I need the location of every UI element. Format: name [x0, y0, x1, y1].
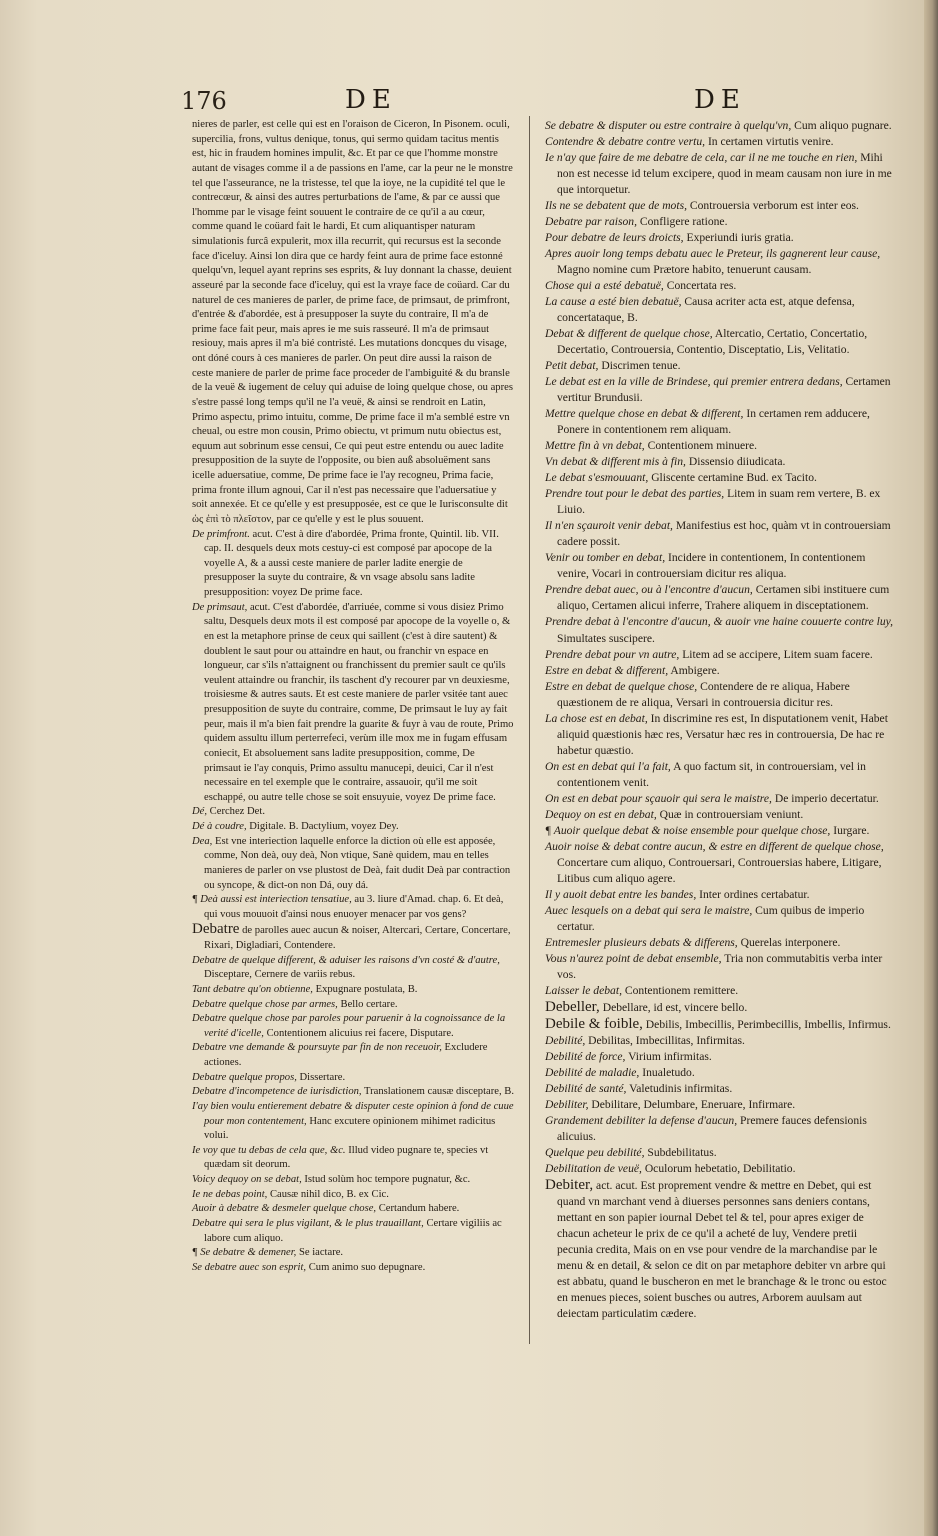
entry-text: Translationem causæ disceptare, B. — [364, 1086, 514, 1098]
dictionary-entry — [192, 1261, 514, 1276]
entry-text: Litem ad se accipere, Litem suam facere. — [682, 647, 873, 661]
dictionary-entry — [545, 807, 895, 823]
entry-text: Mihi non est necesse id telum excipere, quod in meam causam non iure in me que intorquetur. — [557, 151, 892, 197]
entry-text: Certandum habere. — [378, 1203, 460, 1215]
dictionary-entry — [545, 230, 895, 246]
entry-text: In certamen virtutis venire. — [707, 135, 834, 149]
entry-text: Manifestius est hoc, quàm vt in controuersiam cadere possit. — [557, 519, 891, 549]
dictionary-entry — [545, 582, 895, 614]
entry-term: Dea, — [192, 835, 213, 847]
entry-text: Contentionem remittere. — [624, 983, 739, 997]
dictionary-entry — [545, 550, 895, 582]
entry-term: De primsaut, — [192, 601, 248, 613]
entry-text: Iurgare. — [833, 823, 870, 837]
entry-term: Dé, — [192, 806, 208, 818]
entry-term: Auoir à debatre & desmeler quelque chose, — [192, 1203, 377, 1215]
dictionary-entry — [545, 1145, 895, 1161]
dictionary-entry — [545, 1177, 895, 1322]
entry-text: In discrimine res est, In disputationem venit, Habet aliquid quæstionis hæc res, Versatur hæc res in controuersia, De hac re habetur quæstio. — [557, 711, 888, 757]
dictionary-entry — [545, 326, 895, 358]
dictionary-entry — [545, 663, 895, 679]
entry-text: Debilitare, Delumbare, Eneruare, Infirmare. — [591, 1097, 796, 1111]
entry-term: Laisser le debat, — [545, 983, 622, 997]
entry-text: Debilis, Imbecillis, Perimbecillis, Imbellis, Infirmus. — [645, 1017, 891, 1031]
entry-text: Certamen vertitur Brundusii. — [557, 375, 891, 405]
dictionary-entry — [192, 922, 514, 953]
entry-term: La chose est en debat, — [545, 711, 648, 725]
entry-text: Contentionem alicuius rei facere, Disputare. — [266, 1027, 454, 1039]
entry-text: Valetudinis infirmitas. — [629, 1081, 733, 1095]
entry-term: Debatre — [192, 921, 240, 938]
entry-term: Debilitation de veuë, — [545, 1162, 642, 1176]
entry-text: Contentionem minuere. — [647, 439, 758, 453]
entry-term: Voicy dequoy on se debat, — [192, 1174, 302, 1185]
entry-term: Debilité de force, — [545, 1049, 626, 1063]
entry-text: Magno nomine cum Prætore habito, tenuerunt causam. — [557, 263, 812, 277]
dictionary-entry — [545, 374, 895, 406]
entry-text: De imperio decertatur. — [774, 791, 879, 805]
entry-term: Se debatre auec son esprit, — [192, 1261, 307, 1273]
entry-text: au 3. liure d'Amad. chap. 6. Et deà, qui vous mouuoit d'ainsi nous enuoyer menacer par vos gens? — [204, 894, 504, 920]
entry-term: On est en debat pour sçauoir qui sera le maistre, — [545, 791, 772, 805]
entry-term: Apres auoir long temps debatu auec le Preteur, ils gagnerent leur cause, — [545, 247, 881, 261]
entry-term: Debilité de santé, — [545, 1081, 627, 1095]
dictionary-entry — [545, 150, 895, 198]
entry-term: Ils ne se debatent que de mots, — [545, 199, 687, 213]
entry-text: Premere fauces defensionis alicuius. — [557, 1113, 867, 1143]
dictionary-entry — [192, 835, 514, 894]
entry-text: Certamen sibi instituere cum aliquo, Certamen alicui inferre, Trahere aliquem in disceptationem. — [557, 583, 890, 613]
entry-term: Debilité de maladie, — [545, 1065, 640, 1079]
page-edge — [924, 0, 938, 1536]
entry-term: Debeller, — [545, 998, 600, 1015]
running-head-left: DE — [345, 85, 397, 115]
entry-text: Litem in suam rem vertere, B. ex Liuio. — [557, 487, 881, 517]
entry-term: Prendre tout pour le debat des parties, — [545, 487, 725, 501]
entry-text: A quo factum sit, in controuersiam, vel in contentionem venit. — [557, 759, 866, 789]
entry-term: Debatre quelque propos, — [192, 1071, 297, 1083]
dictionary-entry — [545, 246, 895, 278]
entry-text: Causa acriter acta est, atque defensa, concertataque, B. — [557, 295, 855, 325]
entry-term: On est en debat qui l'a fait, — [545, 759, 671, 773]
entry-term: Ie n'ay que faire de me debatre de cela, car il ne me touche en rien, — [545, 151, 858, 165]
entry-text: Inter ordines certabatur. — [699, 887, 810, 901]
entry-term: Le debat s'esmouuant, — [545, 471, 649, 485]
dictionary-entry — [545, 999, 895, 1016]
entry-continuation — [192, 118, 514, 528]
page-number: 176 — [181, 87, 227, 115]
entry-text: Gliscente certamine Bud. ex Tacito. — [651, 471, 817, 485]
entry-text: Quæ in controuersiam veniunt. — [659, 807, 804, 821]
entry-text: Simultates suscipere. — [557, 631, 655, 645]
dictionary-entry — [545, 134, 895, 150]
entry-text: Est vne interiection laquelle enforce la diction où elle est apposée, comme, Non deà, ouy deà, Non vtique, Sanè quidem, mau en telles manieres de parler on vse plustost de Deà, fait dudit Deà par contraction ou syncope, & dict-on non Dá, ouy dá. — [204, 835, 511, 891]
entry-text: Cum animo suo depugnare. — [308, 1261, 426, 1273]
entry-term: Mettre quelque chose en debat & different, — [545, 407, 744, 421]
entry-text: Dissertare. — [299, 1071, 346, 1083]
dictionary-entry — [545, 1033, 895, 1049]
dictionary-entry — [545, 1113, 895, 1145]
dictionary-entry — [192, 983, 514, 998]
entry-text: Controuersia verborum est inter eos. — [689, 199, 859, 213]
dictionary-entry — [545, 951, 895, 983]
dictionary-entry — [545, 518, 895, 550]
running-head-right: DE — [694, 85, 746, 115]
entry-term: Mettre fin à vn debat, — [545, 439, 645, 453]
entry-term: Quelque peu debilité, — [545, 1146, 645, 1159]
entry-text: Ambigere. — [670, 663, 720, 677]
dictionary-entry — [545, 470, 895, 486]
dictionary-entry — [545, 278, 895, 294]
entry-text: Tria non commutabitis verba inter vos. — [557, 951, 883, 981]
entry-term: Debilité, — [545, 1033, 586, 1047]
dictionary-entry — [192, 1202, 514, 1217]
entry-term: ¶ Auoir quelque debat & noise ensemble pour quelque chose, — [545, 823, 831, 837]
dictionary-entry — [545, 614, 895, 646]
entry-term: Debatre quelque chose par armes, — [192, 998, 338, 1010]
entry-term: Prendre debat pour vn autre, — [545, 647, 680, 661]
entry-text: nieres de parler, est celle qui est en l'oraison de Ciceron, In Pisonem. oculi, supercilia, frons, vultus denique, tonus, qui sermo quidam tacitus mentis est, hic in fraudem homines impulit, &c. Et par ce que l'homme monstre autant de visages comme il a de passions en l'ame, car la peur ne le monstre tel que l'asseurance, ne la tristesse, tel que la ioye, ne la cupidité tel que le contrecœur, & ainsi des autres perturbations de l'ame, & par ce aussi que l'homme par le visage feint souuent le contraire de ce qu'il a au cœur, comme quand le coüard fait le hardi, Et cum aliquantisper naturam simulationis furcâ expulerit, mox illa recurrit, qui recursus est la seconde face d'iceluy. Ainsi lon dira que ce hardy feint aura de prime face estonné quelqu'vn, lequel ayant reprins ses esprits, & luy donnant la chasse, deuient asseuré par la seconde face d'iceluy, qui est la vraye face de coüard. Car du naturel de ces manieres de parler, de prime face, de primsaut, de primfront, d'entrée & d'abordée, est à presupposer la suyte du contraire, Il m'a de prime face fait peur, mais apres ie me suis rasseuré. Il m'a de primsaut resiouy, mais apres il m'a bié contristé. Les mutations doncques du visage, ont dóné cours à ces manieres de parler. On peut dire aussi la raison de ceste maniere de parler de prime face proceder de l'ambiguité & du bransle de la veuë & iugement de celuy qui aduise de loing quelque chose, ou apres s'estre passé long temps qu'il ne l'a veuë, & ainsi se rendroit en Latin, Primo aspectu, primo intuitu, comme, De prime face il m'a semblé estre vn cheual, ou estre mon cousin, Primo obiectu, vt primum nutu obiectus est, equum aut sobrinum esse censui, Ce qui peut estre entendu ou auec ladite presupposition de la suyte de l'opposite, ou bien auß absoluëment sans icelle aduersatiue, comme, De prime face ie l'ay recogneu, Prima facie, prima fronte illum agnoui, Car il n'est pas necessaire que l'aduersatiue y soit annexée. Et ce qu'elle y est presupposée, est ce que le Iurisconsulte dit ὡς ἐπὶ τὸ πλεῖστον, par ce qu'elle y est le plus souuent. — [192, 119, 513, 525]
dictionary-entry — [192, 1217, 514, 1246]
entry-term: Debatre de quelque different, & aduiser les raisons d'vn costé & d'autre, — [192, 954, 500, 966]
dictionary-entry — [545, 887, 895, 903]
entry-text: Cum aliquo pugnare. — [794, 119, 892, 132]
entry-text: Bello certare. — [340, 998, 398, 1010]
entry-term: Debatre par raison, — [545, 215, 637, 229]
entry-term: Auec lesquels on a debat qui sera le maistre, — [545, 903, 753, 917]
dictionary-entry — [545, 1081, 895, 1097]
entry-term: Le debat est en la ville de Brindese, qui premier entrera dedans, — [545, 375, 843, 389]
entry-term: Debiter, — [545, 1177, 594, 1194]
entry-text: Disceptare, Cernere de variis rebus. — [204, 969, 356, 981]
dictionary-entry — [545, 214, 895, 230]
entry-text: Illud video pugnare te, species vt quædam sit deorum. — [204, 1144, 489, 1171]
dictionary-entry — [545, 406, 895, 438]
dictionary-entry — [545, 679, 895, 711]
entry-text: Subdebilitatus. — [647, 1146, 717, 1159]
dictionary-entry — [545, 711, 895, 759]
entry-text: Debellare, id est, vincere bello. — [602, 1000, 748, 1014]
entry-term: La cause a esté bien debatuë, — [545, 295, 682, 309]
entry-term: Debile & foible, — [545, 1015, 643, 1032]
dictionary-entry — [192, 954, 514, 983]
entry-text: Experiundi iuris gratia. — [686, 231, 794, 245]
dictionary-entry — [192, 1085, 514, 1100]
entry-term: Dequoy on est en debat, — [545, 807, 657, 821]
entry-term: Ie voy que tu debas de cela que, &c. — [192, 1144, 346, 1156]
entry-term: Entremesler plusieurs debats & differens, — [545, 935, 738, 949]
entry-term: Vous n'aurez point de debat ensemble, — [545, 951, 722, 965]
entry-text: Hanc excutere opinionem mihimet radicitus volui. — [204, 1115, 496, 1142]
dictionary-entry — [192, 1100, 514, 1144]
entry-text: Concertare cum aliquo, Controuersari, Controuersias habere, Litigare, Litibus cum aliquo agere. — [557, 855, 882, 885]
entry-term: Petit debat, — [545, 359, 599, 373]
dictionary-entry — [192, 893, 514, 922]
dictionary-entry — [545, 486, 895, 518]
entry-text: Dissensio diiudicata. — [688, 455, 786, 469]
entry-text: Digitale. B. Dactylium, voyez Dey. — [249, 821, 399, 832]
entry-text: Expugnare postulata, B. — [315, 983, 418, 995]
entry-term: Debiliter, — [545, 1097, 589, 1111]
entry-text: Certare vigiliis ac labore cum aliquo. — [204, 1217, 502, 1244]
entry-term: Ie ne debas point, — [192, 1188, 268, 1200]
right-column — [545, 118, 895, 1322]
entry-text: Debilitas, Imbecillitas, Infirmitas. — [588, 1033, 745, 1047]
entry-term: Grandement debiliter la defense d'aucun, — [545, 1113, 738, 1127]
entry-text: Contendere de re aliqua, Habere quæstionem de re aliqua, Versari in controuersia dicitur res. — [557, 679, 850, 709]
entry-term: Venir ou tomber en debat, — [545, 551, 666, 565]
entry-term: Chose qui a esté debatuë, — [545, 279, 664, 293]
entry-term: Tant debatre qu'on obtienne, — [192, 983, 313, 995]
entry-text: acut. C'est d'abordée, d'arriuée, comme si vous disiez Primo saltu, Desquels deux mots il est composé par apocope de la voyelle o, & en est la metaphore prinse de ceux qui saillent (c'est à dire sautent) & doublent le saut pour ou attaindre en haut, ou franchir vn espace en longueur, car s'ils n'attaignent ou franchissent du premier sault ce qu'ils veulent attaindre ou franchir, ils taschent d'y recourer par vn deuxiesme, troisiesme & autres sauts. Et est ceste maniere de parler vsitée tant auec presupposition de suyte du contraire, comme, De primsaut le luy ay fait peur, mais il m'a bien fait prendre la guarite & fuyr à vau de route, Primo quidem assultu illum perterrefeci, verùm ille mox me in fugam effusam coniecit, Et absoluement sans ladite presupposition, comme, De primsaut ie l'ay conquis, Primo assultu manucepi, deuici, Car il n'est necessaire en tel exemple que le contraire, assauoir, qu'il me soit eschappé, ou autre telle chose se soit ensuyuie, voyez De prime face. — [204, 601, 514, 803]
dictionary-entry — [545, 839, 895, 887]
entry-text: Altercatio, Certatio, Concertatio, Decertatio, Controuersia, Contentio, Disceptatio, Lis, Velitatio. — [557, 327, 868, 357]
dictionary-entry — [192, 1041, 514, 1070]
entry-term: Prendre debat à l'encontre d'aucun, & auoir vne haine couuerte contre luy, — [545, 615, 894, 629]
entry-term: Debatre quelque chose par paroles pour paruenir à la cognoissance de la verité d'icelle, — [192, 1013, 506, 1039]
left-column — [192, 118, 514, 1275]
entry-text: Istud solùm hoc tempore pugnatur, &c. — [304, 1174, 471, 1185]
dictionary-entry — [192, 1188, 514, 1203]
dictionary-entry — [545, 1065, 895, 1081]
dictionary-entry — [545, 198, 895, 214]
dictionary-entry — [192, 1012, 514, 1041]
dictionary-entry — [192, 805, 514, 820]
entry-term: Il y auoit debat entre les bandes, — [545, 887, 697, 901]
entry-term: Contendre & debatre contre vertu, — [545, 135, 706, 149]
dictionary-entry — [192, 528, 514, 601]
entry-term: ¶ Se debatre & demener, — [192, 1247, 297, 1259]
dictionary-entry — [545, 1049, 895, 1065]
entry-term: I'ay bien voulu entierement debatre & disputer ceste opinion à fond de cuue pour mon contentement, — [192, 1100, 514, 1127]
entry-text: Cerchez Det. — [209, 806, 265, 818]
entry-text: Virium infirmitas. — [628, 1049, 712, 1063]
entry-text: acut. C'est à dire d'abordée, Prima fronte, Quintil. lib. VII. cap. II. desquels deux mots cestuy-ci est composé par apocope de la voyelle A, & a aussi ceste maniere de parler ladite energie de presupposer la suyte du contraire, & vn vsage absolu sans ladite presupposition: voyez De prime face. — [204, 528, 499, 598]
entry-text: Se iactare. — [298, 1247, 344, 1259]
dictionary-entry — [192, 998, 514, 1013]
entry-text: Excludere actiones. — [204, 1042, 488, 1068]
entry-text: Incidere in contentionem, In contentionem venire, Vocari in controuersiam dicitur res aliqua. — [557, 551, 866, 581]
entry-text: Querelas interponere. — [740, 935, 841, 949]
entry-text: Inualetudo. — [642, 1065, 695, 1079]
dictionary-entry — [545, 759, 895, 791]
entry-text: Cum quibus de imperio certatur. — [557, 903, 865, 933]
entry-term: Debatre qui sera le plus vigilant, & le plus trauaillant, — [192, 1217, 424, 1229]
dictionary-entry — [192, 1246, 514, 1261]
dictionary-entry — [545, 118, 895, 134]
dictionary-entry — [545, 1161, 895, 1177]
entry-term: Estre en debat de quelque chose, — [545, 679, 698, 693]
entry-text: Oculorum hebetatio, Debilitatio. — [644, 1162, 796, 1176]
entry-term: Auoir noise & debat contre aucun, & estre en different de quelque chose, — [545, 839, 884, 853]
dictionary-entry — [545, 1097, 895, 1113]
entry-term: Debat & different de quelque chose, — [545, 327, 713, 341]
dictionary-entry — [545, 1016, 895, 1033]
column-divider — [529, 116, 530, 1344]
entry-term: Debatre d'incompetence de iurisdiction, — [192, 1086, 362, 1098]
dictionary-entry — [192, 1173, 514, 1188]
dictionary-entry — [192, 1144, 514, 1173]
entry-term: De primfront. — [192, 528, 250, 540]
entry-text: Causæ nihil dico, B. ex Cic. — [269, 1188, 389, 1200]
entry-term: Dé à coudre, — [192, 821, 247, 832]
entry-text: act. acut. Est proprement vendre & mettre en Debet, qui est quand vn marchant vend à diuerses personnes sans deniers contans, mettant en son papier iournal Debet tel & tel, pour apres exiger de chacun acheteur le prix de ce qu'il a acheté de luy, Vendere pretii pecunia credita, Mais on en vse pour vendre de la marchandise par le menu & en detail, & selon ce dit on par metaphore debiter vn arbre qui est abbatu, quand le buscheron en met le branchage & le tronc ou estoc en menues pieces, soient busches ou autres, Arborem auulsam aut deiectam particulatim cædere. — [557, 1179, 887, 1321]
dictionary-entry — [192, 601, 514, 806]
entry-term: Vn debat & different mis à fin, — [545, 455, 686, 469]
entry-term: Pour debatre de leurs droicts, — [545, 231, 684, 245]
entry-term: Debatre vne demande & poursuyte par fin de non receuoir, — [192, 1042, 442, 1054]
entry-text: In certamen rem adducere, Ponere in contentionem rem aliquam. — [557, 407, 870, 437]
entry-text: Concertata res. — [666, 279, 737, 293]
dictionary-entry — [192, 1071, 514, 1086]
dictionary-entry — [545, 454, 895, 470]
entry-term: Prendre debat auec, ou à l'encontre d'aucun, — [545, 583, 753, 597]
entry-term: Se debatre & disputer ou estre contraire à quelqu'vn, — [545, 119, 792, 132]
dictionary-entry — [545, 647, 895, 663]
entry-text: Discrimen tenue. — [601, 359, 681, 373]
entry-term: Estre en debat & different, — [545, 663, 669, 677]
dictionary-entry — [545, 903, 895, 935]
dictionary-entry — [545, 791, 895, 807]
entry-text: de parolles auec aucun & noiser, Altercari, Certare, Concertare, Rixari, Digladiari, Contendere. — [204, 925, 511, 951]
dictionary-entry — [192, 820, 514, 835]
dictionary-entry — [545, 358, 895, 374]
dictionary-entry — [545, 935, 895, 951]
entry-text: Confligere ratione. — [639, 215, 728, 229]
entry-term: ¶ Deà aussi est interiection tensatiue, — [192, 894, 352, 906]
dictionary-entry — [545, 823, 895, 839]
dictionary-entry — [545, 294, 895, 326]
dictionary-entry — [545, 438, 895, 454]
entry-term: Il n'en sçauroit venir debat, — [545, 519, 673, 533]
dictionary-entry — [545, 983, 895, 999]
